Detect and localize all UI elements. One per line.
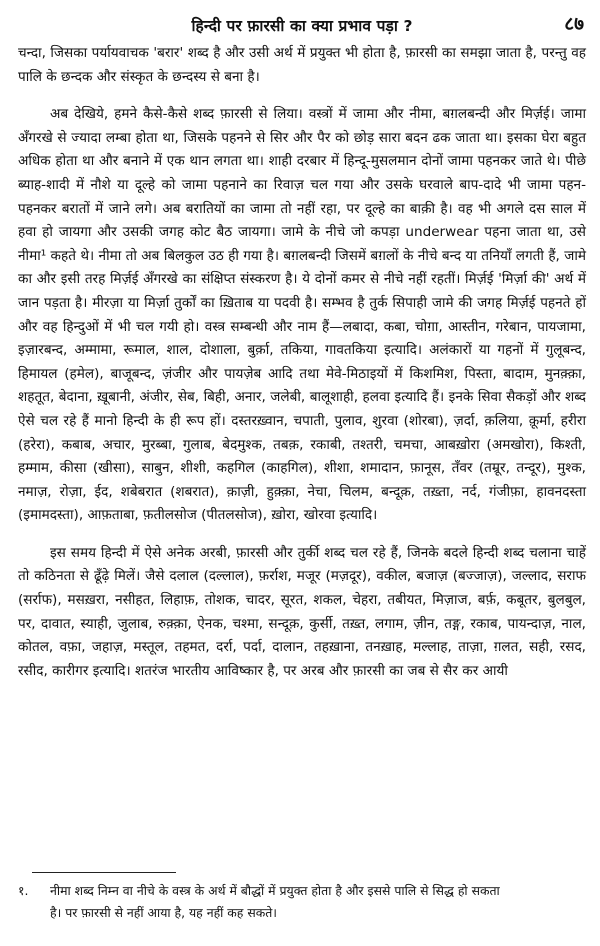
footnote-line-1 [18,880,586,902]
footnote-text-2: है। पर फ़ारसी से नहीं आया है, यह नहीं कह सकते। [50,905,277,920]
page-header [18,6,586,42]
paragraph-continued: चन्दा, जिसका पर्यायवाचक 'बरार' शब्द है और उसी अर्थ में प्रयुक्त भी होता है, फ़ारसी का समझा जाता है, परन्तु वह पालि के छन्दक और संस्कृत के छन्दस्य से बना है। [18,45,586,85]
footnote-text-1: नीमा शब्द निम्न वा नीचे के वस्त्र के अर्थ में बौद्धों में प्रयुक्त होता है और इससे पालि से सिद्ध हो सकता [50,883,500,898]
page-number: ८७ [564,13,584,35]
footnote [18,880,586,924]
running-title: हिन्दी पर फ़ारसी का क्या प्रभाव पड़ा ? [191,17,413,35]
paragraph-garments: अब देखिये, हमने कैसे-कैसे शब्द फ़ारसी से लिया। वस्त्रों में जामा और नीमा, बग़लबन्दी और मिर्ज़ई। जामा अँगरखे से ज्यादा लम्बा होता था, जिसके पहनने से सिर और पैर को छोड़ सारा बदन ढक जाता था। इसका घेरा बहुत अधिक होता था और बनाने में एक थान लगता था। शाही दरबार में हिन्दू-मुसलमान दोनों जामा पहनकर जाते थे। पीछे ब्याह-शादी में नौशे या दूल्हे को जामा पहनाने का रिवाज़ चल गया और उसके घरवाले बाप-दादे भी जामा पहन-पहनकर बरातों में जाने लगे। अब बरातियों का जामा तो नहीं रहा, पर दूल्हे का बाक़ी है। वह भी अगले दस साल में हवा हो जायगा और उसकी जगह कोट बैठ जायगा। जामे के नीचे जो कपड़ा underwear पहना जाता था, उसे नीमा¹ कहते थे। नीमा तो अब बिलकुल उठ ही गया है। बग़लबन्दी जिसमें बग़लों के नीचे बन्द या तनियाँ लगती हैं, जामे का और इसी तरह मिर्ज़ई अँगरखे का संक्षिप्त संस्करण है। ये दोनों कमर से नीचे नहीं रहतीं। मिर्ज़ई 'मिर्ज़ा की' अर्थ में जान पड़ता है। मीरज़ा या मिर्ज़ा तुर्कों का ख़िताब या पदवी है। सम्भव है तुर्क सिपाही जामे की जगह मिर्ज़ई पहनते हों और वह हिन्दुओं में भी चल गयी हो। वस्त्र सम्बन्धी और नाम हैं—लबादा, कबा, चोग़ा, आस्तीन, गरेबान, पायजामा, इज़ारबन्द, अम्मामा, रूमाल, शाल, दोशाला, बुर्क़ा, तकिया, गावतकिया इत्यादि। अलंकारों या गहनों में गुलूबन्द, हिमायल (हमेल), बाजूबन्द, ज़ंजीर और पायज़ेब आदि तथा मेवे-मिठाइयों में किशमिश, पिस्ता, बादाम, मुनक़्क़ा, शहतूत, बेदाना, ख़ूबानी, अंजीर, सेब, बिही, अनार, जलेबी, बालूशाही, हलवा इत्यादि हैं। इनके सिवा सैकड़ों और शब्द ऐसे चल रहे हैं मानो हिन्दी के ही रूप हों। दस्तरख़्वान, चपाती, पुलाव, शुरवा (शोरबा), ज़र्दा, क़लिया, क़ूर्मा, हरीरा (हरेरा), कबाब, अचार, मुरब्बा, गुलाब, बेदमुश्क, तबक़, रकाबी, तश्तरी, चमचा, आबख़ोरा (अमखोरा), किश्ती, हम्माम, कीसा (खीसा), साबुन, शीशी, कहगिल (काहगिल), शीशा, शमादान, फ़ानूस, तँवर (तम्रूर, तन्दूर), मुश्क, नमाज़, रोज़ा, ईद, शबेबरात (शबरात), क़ाज़ी, हुक़्क़ा, नेचा, चिलम, बन्दूक़, तख़्ता, नर्द, गंजीफ़ा, हावनदस्ता (इमामदस्ता), आफ़ताबा, फ़तीलसोज (पीतलसोज), ख़ोरा, खोरवा इत्यादि। [18,106,586,524]
paragraph-loanwords: इस समय हिन्दी में ऐसे अनेक अरबी, फ़ारसी और तुर्की शब्द चल रहे हैं, जिनके बदले हिन्दी शब्द चलाना चाहें तो कठिनता से ढूँढ़े मिलें। जैसे दलाल (दल्लाल), फ़र्राश, मजूर (मज़दूर), वकील, बजाज़ (बज्जाज़), जल्लाद, सराफ (सर्राफ), मसख़रा, नसीहत, लिहाफ़, तोशक, चादर, सूरत, शकल, चेहरा, तबीयत, मिज़ाज, बर्फ़, कबूतर, बुलबुल, पर, दावात, स्याही, जुलाब, रुक़्क़ा, ऐनक, चश्मा, सन्दूक़, कुर्सी, तख़्त, लगाम, ज़ीन, तङ्ग, रकाब, पायन्दाज़, नाल, कोतल, वफ़ा, जहाज़, मस्तूल, तहमत, दर्रा, पर्दा, दालान, तहख़ाना, तनख़ाह, मल्लाह, ताज़ा, ग़लत, सही, रसद, रसीद, कारीगर इत्यादि। शतरंज भारतीय आविष्कार है, पर अरब और फ़ारसी का जब से सैर कर आयी [18,544,586,679]
body-text [18,42,586,683]
footnote-marker: १. [18,883,29,898]
footnote-rule [32,872,176,873]
